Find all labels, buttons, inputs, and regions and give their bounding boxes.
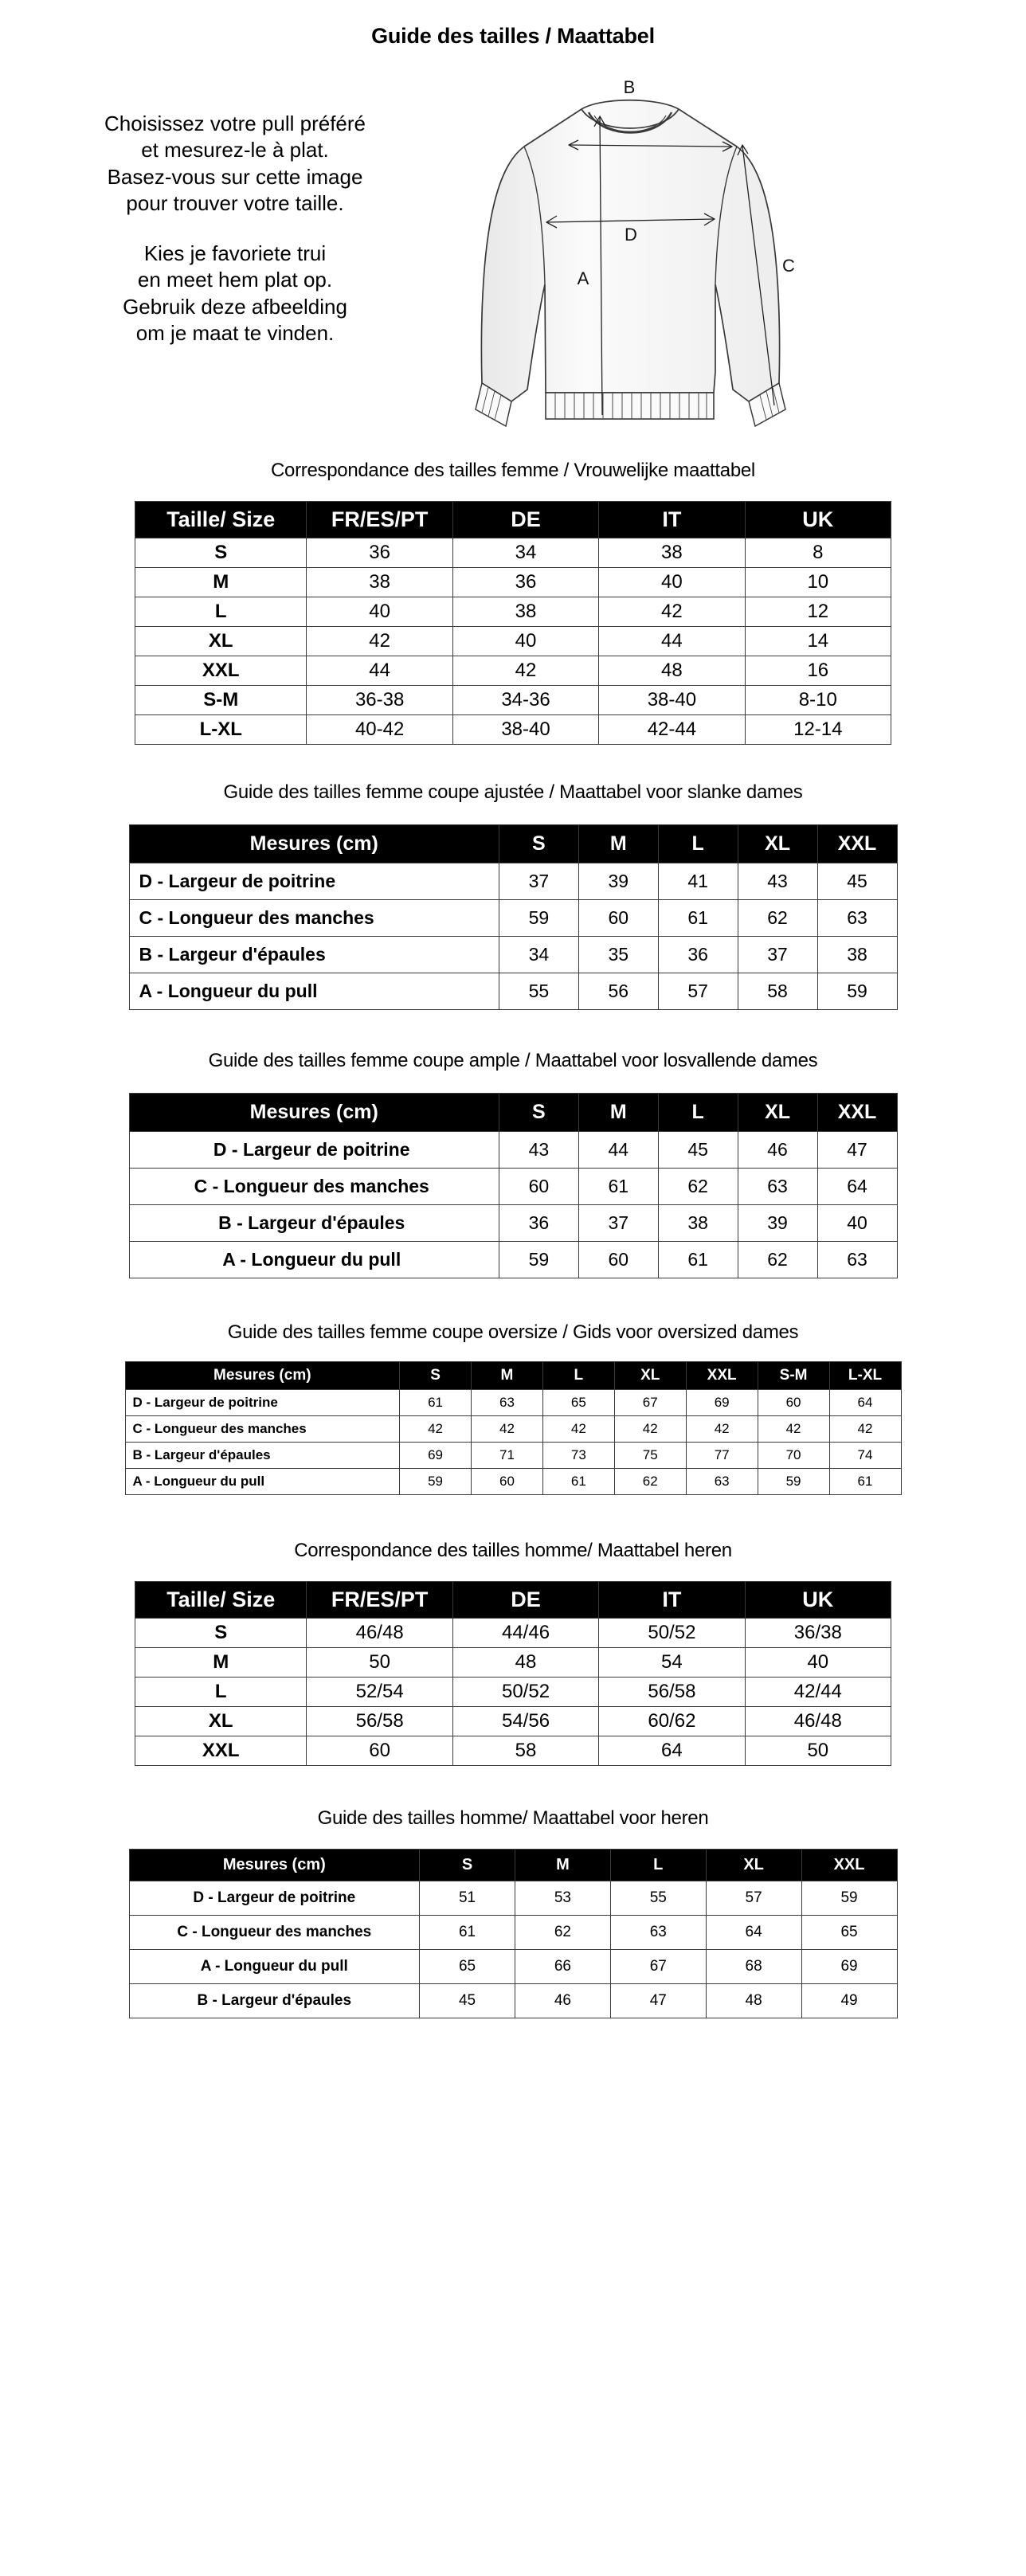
table-header-row — [135, 1582, 891, 1619]
col-header: UK — [745, 502, 891, 538]
table-body-women-loose — [129, 1132, 897, 1278]
cell: 43 — [738, 863, 817, 900]
cell: 51 — [420, 1881, 515, 1916]
table-header-women-correspondence — [135, 502, 891, 538]
cell: 56/58 — [307, 1707, 452, 1736]
cell: 42 — [472, 1416, 543, 1443]
cell: 42 — [686, 1416, 758, 1443]
row-label: XXL — [135, 656, 307, 686]
cell: 47 — [610, 1984, 706, 2018]
table-row — [135, 656, 891, 686]
col-header: M — [578, 1094, 658, 1132]
col-header: M — [515, 1850, 610, 1881]
intro-section — [0, 57, 1026, 437]
table-row — [129, 937, 897, 973]
col-header: DE — [452, 502, 598, 538]
cell: 63 — [738, 1169, 817, 1205]
cell: 36 — [307, 538, 452, 568]
cell: 38 — [817, 937, 897, 973]
cell: 34 — [499, 937, 578, 973]
col-header: L — [658, 825, 738, 863]
table-row — [129, 863, 897, 900]
intro-fr-line-4: pour trouver votre taille. — [126, 190, 344, 215]
intro-nl-line-2: en meet hem plat op. — [137, 268, 333, 292]
table-wrap-women-slim — [0, 804, 1026, 1010]
cell: 62 — [515, 1916, 610, 1950]
cell: 42 — [829, 1416, 901, 1443]
table-row — [129, 1169, 897, 1205]
table-header-row — [129, 1094, 897, 1132]
cell: 59 — [499, 900, 578, 937]
table-wrap-women-oversize — [0, 1344, 1026, 1495]
col-header: S — [400, 1362, 472, 1390]
intro-fr-line-2: et mesurez-le à plat. — [141, 138, 329, 162]
table-women-slim — [129, 824, 898, 1010]
row-label: L — [135, 1678, 307, 1707]
cell: 58 — [738, 973, 817, 1010]
cell: 52/54 — [307, 1678, 452, 1707]
cell: 40 — [745, 1648, 891, 1678]
cell: 74 — [829, 1443, 901, 1469]
table-row — [129, 1950, 897, 1984]
page-title: Guide des tailles / Maattabel — [371, 24, 655, 48]
col-header: Taille/ Size — [135, 1582, 307, 1619]
cell: 61 — [658, 1242, 738, 1278]
col-header: S-M — [758, 1362, 829, 1390]
cell: 40 — [307, 597, 452, 627]
cell: 53 — [515, 1881, 610, 1916]
caption-men-measurements: Guide des tailles homme/ Maattabel voor heren — [317, 1807, 709, 1829]
table-row — [129, 900, 897, 937]
row-label: M — [135, 568, 307, 597]
cell: 42 — [307, 627, 452, 656]
cell: 69 — [400, 1443, 472, 1469]
row-label: D - Largeur de poitrine — [129, 1132, 499, 1169]
col-header: Mesures (cm) — [129, 1850, 420, 1881]
table-row — [135, 715, 891, 745]
cell: 50/52 — [452, 1678, 598, 1707]
cell: 45 — [658, 1132, 738, 1169]
cell: 61 — [829, 1469, 901, 1495]
table-row — [135, 568, 891, 597]
row-label: C - Longueur des manches — [125, 1416, 400, 1443]
table-wrap-women-correspondence — [0, 482, 1026, 745]
table-row — [135, 1648, 891, 1678]
cell: 37 — [499, 863, 578, 900]
cell: 39 — [738, 1205, 817, 1242]
cell: 63 — [817, 900, 897, 937]
col-header: L — [658, 1094, 738, 1132]
cell: 36 — [658, 937, 738, 973]
table-row — [129, 1984, 897, 2018]
table-header-row — [129, 825, 897, 863]
table-women-correspondence — [135, 501, 891, 745]
cell: 50 — [307, 1648, 452, 1678]
cell: 42 — [452, 656, 598, 686]
table-header-women-slim — [129, 825, 897, 863]
row-label: D - Largeur de poitrine — [125, 1390, 400, 1416]
cell: 42 — [614, 1416, 686, 1443]
row-label: XXL — [135, 1736, 307, 1766]
table-row — [129, 1242, 897, 1278]
table-row — [125, 1416, 901, 1443]
col-header: XXL — [801, 1850, 897, 1881]
cell: 62 — [614, 1469, 686, 1495]
cell: 66 — [515, 1950, 610, 1984]
intro-nl-line-1: Kies je favoriete trui — [143, 241, 327, 266]
col-header: L-XL — [829, 1362, 901, 1390]
table-row — [135, 1736, 891, 1766]
row-label: B - Largeur d'épaules — [129, 1984, 420, 2018]
table-body-men-measurements — [129, 1881, 897, 2018]
table-header-women-loose — [129, 1094, 897, 1132]
col-header: XL — [614, 1362, 686, 1390]
col-header: L — [610, 1850, 706, 1881]
col-header: FR/ES/PT — [307, 1582, 452, 1619]
cell: 60 — [307, 1736, 452, 1766]
cell: 67 — [614, 1390, 686, 1416]
col-header: S — [499, 1094, 578, 1132]
caption-women-slim: Guide des tailles femme coupe ajustée / Maattabel voor slanke dames — [223, 781, 803, 803]
cell: 41 — [658, 863, 738, 900]
table-row — [129, 1881, 897, 1916]
table-row — [135, 627, 891, 656]
table-header-row — [129, 1850, 897, 1881]
cell: 59 — [758, 1469, 829, 1495]
col-header: XXL — [686, 1362, 758, 1390]
table-header-men-measurements — [129, 1850, 897, 1881]
cell: 71 — [472, 1443, 543, 1469]
cell: 42 — [599, 597, 745, 627]
cell: 60 — [758, 1390, 829, 1416]
table-row — [129, 973, 897, 1010]
cell: 65 — [420, 1950, 515, 1984]
cell: 64 — [817, 1169, 897, 1205]
col-header: Taille/ Size — [135, 502, 307, 538]
cell: 59 — [499, 1242, 578, 1278]
cell: 73 — [542, 1443, 614, 1469]
row-label: D - Largeur de poitrine — [129, 1881, 420, 1916]
col-header: L — [542, 1362, 614, 1390]
table-row — [135, 1678, 891, 1707]
row-label: M — [135, 1648, 307, 1678]
cell: 68 — [706, 1950, 801, 1984]
cell: 63 — [610, 1916, 706, 1950]
cell: 46/48 — [745, 1707, 891, 1736]
cell: 38 — [452, 597, 598, 627]
table-row — [125, 1469, 901, 1495]
caption-men-correspondence: Correspondance des tailles homme/ Maattabel heren — [294, 1540, 732, 1561]
cell: 38 — [307, 568, 452, 597]
row-label: B - Largeur d'épaules — [125, 1443, 400, 1469]
cell: 62 — [658, 1169, 738, 1205]
cell: 64 — [829, 1390, 901, 1416]
row-label: S — [135, 538, 307, 568]
caption-women-oversize: Guide des tailles femme coupe oversize / Gids voor oversized dames — [227, 1321, 799, 1343]
row-label: C - Longueur des manches — [129, 1169, 499, 1205]
cell: 43 — [499, 1132, 578, 1169]
cell: 40 — [817, 1205, 897, 1242]
row-label: B - Largeur d'épaules — [129, 937, 499, 973]
cell: 65 — [542, 1390, 614, 1416]
table-body-women-oversize — [125, 1390, 901, 1495]
cell: 62 — [738, 1242, 817, 1278]
cell: 36 — [499, 1205, 578, 1242]
cell: 48 — [452, 1648, 598, 1678]
table-header-row — [125, 1362, 901, 1390]
row-label: B - Largeur d'épaules — [129, 1205, 499, 1242]
cell: 55 — [499, 973, 578, 1010]
measure-label-a: A — [577, 268, 589, 288]
cell: 36/38 — [745, 1619, 891, 1648]
intro-nl-line-4: om je maat te vinden. — [135, 320, 335, 345]
table-wrap-men-correspondence — [0, 1562, 1026, 1766]
cell: 40 — [599, 568, 745, 597]
col-header: FR/ES/PT — [307, 502, 452, 538]
intro-fr-line-3: Basez-vous sur cette image — [107, 164, 363, 189]
cell: 34-36 — [452, 686, 598, 715]
col-header: XXL — [817, 825, 897, 863]
row-label: L-XL — [135, 715, 307, 745]
cell: 10 — [745, 568, 891, 597]
cell: 16 — [745, 656, 891, 686]
col-header: XXL — [817, 1094, 897, 1132]
cell: 59 — [801, 1881, 897, 1916]
cell: 63 — [686, 1469, 758, 1495]
cell: 42 — [542, 1416, 614, 1443]
col-header: IT — [599, 1582, 745, 1619]
cell: 47 — [817, 1132, 897, 1169]
measure-label-c: C — [782, 256, 795, 276]
cell: 38-40 — [452, 715, 598, 745]
cell: 49 — [801, 1984, 897, 2018]
cell: 50 — [745, 1736, 891, 1766]
row-label: S-M — [135, 686, 307, 715]
cell: 45 — [420, 1984, 515, 2018]
table-header-men-correspondence — [135, 1582, 891, 1619]
measure-label-d: D — [625, 225, 637, 245]
cell: 40-42 — [307, 715, 452, 745]
row-label: XL — [135, 627, 307, 656]
col-header: DE — [452, 1582, 598, 1619]
sweater-diagram-container — [446, 71, 924, 437]
cell: 60 — [578, 1242, 658, 1278]
cell: 75 — [614, 1443, 686, 1469]
table-row — [135, 686, 891, 715]
col-header: M — [578, 825, 658, 863]
table-wrap-men-measurements — [0, 1830, 1026, 2018]
col-header: S — [499, 825, 578, 863]
table-row — [129, 1205, 897, 1242]
table-row — [135, 1707, 891, 1736]
cell: 60/62 — [599, 1707, 745, 1736]
col-header: XL — [738, 825, 817, 863]
cell: 39 — [578, 863, 658, 900]
page-bottom-spacer — [0, 2018, 1026, 2074]
cell: 69 — [801, 1950, 897, 1984]
intro-paragraph-gap — [24, 217, 446, 241]
cell: 38 — [658, 1205, 738, 1242]
cell: 59 — [817, 973, 897, 1010]
table-header-women-oversize — [125, 1362, 901, 1390]
cell: 35 — [578, 937, 658, 973]
row-label: A - Longueur du pull — [129, 1242, 499, 1278]
table-row — [135, 1619, 891, 1648]
cell: 14 — [745, 627, 891, 656]
cell: 38-40 — [599, 686, 745, 715]
table-row — [125, 1443, 901, 1469]
cell: 42 — [400, 1416, 472, 1443]
caption-women-correspondence: Correspondance des tailles femme / Vrouwelijke maattabel — [271, 460, 755, 481]
row-label: S — [135, 1619, 307, 1648]
table-row — [125, 1390, 901, 1416]
table-wrap-women-loose — [0, 1072, 1026, 1278]
cell: 46/48 — [307, 1619, 452, 1648]
table-row — [135, 538, 891, 568]
cell: 37 — [578, 1205, 658, 1242]
cell: 61 — [578, 1169, 658, 1205]
row-label: D - Largeur de poitrine — [129, 863, 499, 900]
row-label: L — [135, 597, 307, 627]
cell: 44 — [599, 627, 745, 656]
col-header: IT — [599, 502, 745, 538]
row-label: A - Longueur du pull — [129, 973, 499, 1010]
cell: 59 — [400, 1469, 472, 1495]
cell: 58 — [452, 1736, 598, 1766]
cell: 48 — [706, 1984, 801, 2018]
col-header: Mesures (cm) — [129, 825, 499, 863]
intro-nl-line-3: Gebruik deze afbeelding — [123, 294, 347, 319]
cell: 54 — [599, 1648, 745, 1678]
cell: 46 — [738, 1132, 817, 1169]
col-header: Mesures (cm) — [129, 1094, 499, 1132]
caption-women-loose: Guide des tailles femme coupe ample / Maattabel voor losvallende dames — [208, 1050, 818, 1071]
row-label: A - Longueur du pull — [129, 1950, 420, 1984]
cell: 44 — [307, 656, 452, 686]
table-body-men-correspondence — [135, 1619, 891, 1766]
cell: 44 — [578, 1132, 658, 1169]
cell: 77 — [686, 1443, 758, 1469]
cell: 38 — [599, 538, 745, 568]
cell: 34 — [452, 538, 598, 568]
cell: 54/56 — [452, 1707, 598, 1736]
measure-label-b: B — [623, 77, 636, 97]
col-header: XL — [738, 1094, 817, 1132]
cell: 69 — [686, 1390, 758, 1416]
intro-text-block — [0, 71, 446, 346]
cell: 70 — [758, 1443, 829, 1469]
table-row — [129, 1916, 897, 1950]
table-men-measurements — [129, 1849, 898, 2018]
col-header: M — [472, 1362, 543, 1390]
table-men-correspondence — [135, 1581, 891, 1766]
row-label: C - Longueur des manches — [129, 1916, 420, 1950]
cell: 57 — [706, 1881, 801, 1916]
cell: 57 — [658, 973, 738, 1010]
row-label: A - Longueur du pull — [125, 1469, 400, 1495]
cell: 60 — [578, 900, 658, 937]
cell: 48 — [599, 656, 745, 686]
cell: 65 — [801, 1916, 897, 1950]
table-body-women-correspondence — [135, 538, 891, 745]
cell: 60 — [499, 1169, 578, 1205]
table-row — [135, 597, 891, 627]
cell: 44/46 — [452, 1619, 598, 1648]
cell: 42/44 — [745, 1678, 891, 1707]
cell: 55 — [610, 1881, 706, 1916]
cell: 12 — [745, 597, 891, 627]
intro-fr-line-1: Choisissez votre pull préféré — [104, 112, 366, 135]
table-row — [129, 1132, 897, 1169]
hem-ribbing — [546, 393, 714, 419]
cell: 40 — [452, 627, 598, 656]
cell: 63 — [472, 1390, 543, 1416]
cell: 64 — [599, 1736, 745, 1766]
cell: 45 — [817, 863, 897, 900]
cell: 56/58 — [599, 1678, 745, 1707]
table-women-loose — [129, 1093, 898, 1278]
cell: 64 — [706, 1916, 801, 1950]
cell: 61 — [420, 1916, 515, 1950]
cell: 62 — [738, 900, 817, 937]
cell: 8 — [745, 538, 891, 568]
cell: 46 — [515, 1984, 610, 2018]
cell: 63 — [817, 1242, 897, 1278]
cell: 61 — [658, 900, 738, 937]
cell: 42 — [758, 1416, 829, 1443]
cell: 61 — [542, 1469, 614, 1495]
cell: 42-44 — [599, 715, 745, 745]
cell: 37 — [738, 937, 817, 973]
col-header: XL — [706, 1850, 801, 1881]
cell: 8-10 — [745, 686, 891, 715]
table-header-row — [135, 502, 891, 538]
cell: 36 — [452, 568, 598, 597]
cell: 60 — [472, 1469, 543, 1495]
sweater-measurement-diagram — [462, 71, 805, 437]
cell: 50/52 — [599, 1619, 745, 1648]
row-label: C - Longueur des manches — [129, 900, 499, 937]
col-header: Mesures (cm) — [125, 1362, 400, 1390]
cell: 12-14 — [745, 715, 891, 745]
cell: 67 — [610, 1950, 706, 1984]
col-header: UK — [745, 1582, 891, 1619]
table-body-women-slim — [129, 863, 897, 1010]
cell: 56 — [578, 973, 658, 1010]
row-label: XL — [135, 1707, 307, 1736]
table-women-oversize — [125, 1361, 902, 1495]
col-header: S — [420, 1850, 515, 1881]
cell: 61 — [400, 1390, 472, 1416]
cell: 36-38 — [307, 686, 452, 715]
